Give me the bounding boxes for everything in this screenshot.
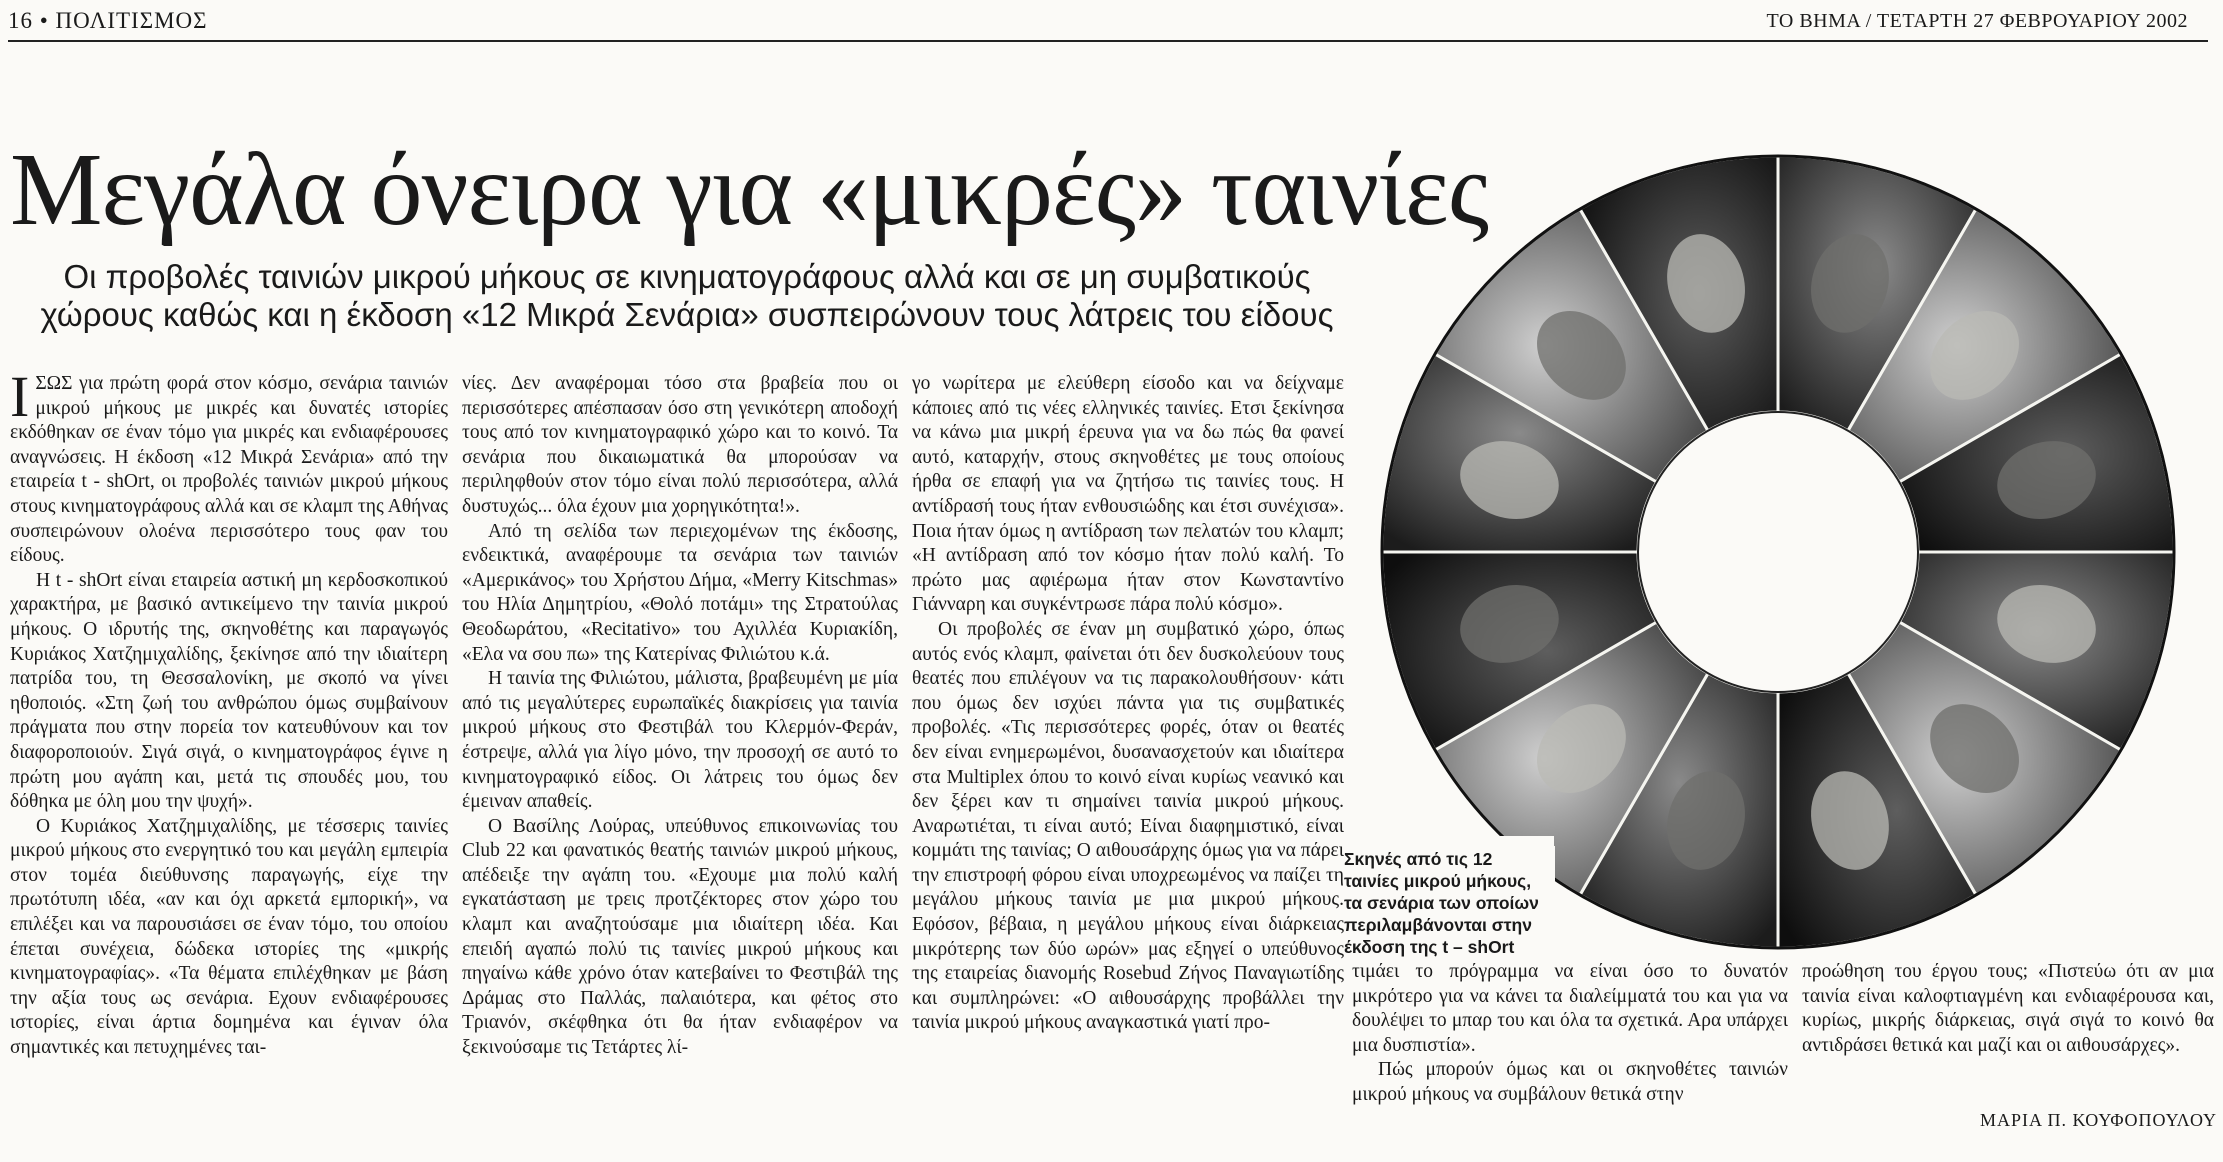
article-column-3 (912, 372, 1344, 1036)
paragraph-text: ΣΩΣ για πρώτη φορά στον κόσμο, σενάρια ταινιών μικρού μήκους με μικρές και δυνατές ιστορίες εκδόθηκαν σε έναν τόμο για μικρές και ενδιαφέρουσες αναγνώσεις. Η έκδοση «12 Μικρά Σενάρια» από την εταιρεία t - shOrt, οι προβολές ταινιών μικρού μήκους στους κινηματογράφους αλλά και σε κλαμπ της Αθήνας συσπειρώνουν ολοένα περισσότερο τους φαν του είδους. (10, 373, 448, 567)
issue-info: ΤΟ ΒΗΜΑ / ΤΕΤΑΡΤΗ 27 ΦΕΒΡΟΥΑΡΙΟΥ 2002 (1766, 10, 2188, 32)
byline: ΜΑΡΙΑ Π. ΚΟΥΦΟΠΟΥΛΟΥ (1980, 1110, 2218, 1130)
paragraph: νίες. Δεν αναφέρομαι τόσο στα βραβεία που οι περισσότερες απέσπασαν όσο στη γενικότερη αποδοχή τους από τον κινηματογραφικό χώρο και το κοινό. Τα σενάρια που δικαιωματικά θα μπορούσαν να περιληφθούν στον τόμο είναι πολύ περισσότερα, αλλά δυστυχώς... όλα έχουν μια χορηγικότητα!». (462, 373, 898, 517)
article-column-2 (462, 372, 898, 1061)
paragraph: Ο Κυριάκος Χατζημιχαλίδης, με τέσσερις ταινίες μικρού μήκους στο ενεργητικό του και μεγάλη εμπειρία στον τομέα διεύθυνσης παραγωγής, είχε την πρωτότυπη ιδέα, «αν και όχι αρκετά εμπορική», να επιλέξει και να παρουσιάσει σε έναν τόμο, του οποίου έπεται συνέχεια, δώδεκα ιστορίες της «μικρής κινηματογραφίας». «Τα θέματα επιλέχθηκαν με βάση την αξία τους ως σενάρια. Εχουν ενδιαφέρουσες ιστορίες, είναι άρτια δομημένα και έγιναν όλα σημαντικές και πετυχημένες ται- (10, 815, 448, 1059)
wheel-hub (1638, 412, 1918, 692)
section-label: 16 • ΠΟΛΙΤΙΣΜΟΣ (8, 8, 208, 33)
paragraph: Η t - shOrt είναι εταιρεία αστική μη κερδοσκοπικού χαρακτήρα, με βασικό αντικείμενο την ταινία μικρού μήκους. Ο ιδρυτής της, σκηνοθέτης και παραγωγός Κυριάκος Χατζημιχαλίδης, ξεκίνησε από την ιδιαίτερη πατρίδα του, τη Θεσσαλονίκη, με σκοπό να γίνει ηθοποιός. «Στη ζωή του ανθρώπου όμως συμβαίνουν πράγματα που στην πορεία τον κατευθύνουν και τον διαφοροποιούν. Σιγά σιγά, ο κινηματογράφος έγινε η πρώτη μου αγάπη και, μετά τις σπουδές μου, του δόθηκα με όλη μου την ψυχή». (10, 569, 448, 813)
paragraph: Οι προβολές σε έναν μη συμβατικό χώρο, όπως αυτός ενός κλαμπ, φαίνεται ότι δεν δυσκολεύουν τους θεατές που επιλέγουν να τις παρακολουθήσουν· κάτι που όμως δεν ισχύει πάντα για τις συμβατικές προβολές. «Τις περισσότερες φορές, όταν οι θεατές δεν είναι ενημερωμένοι, δυσανασχετούν και ιδιαίτερα στα Multiplex όπου το κοινό είναι κυρίως νεανικό και δεν ξέρει καν τι σημαίνει ταινία μικρού μήκους. Αναρωτιέται, τι είναι αυτό; Είναι διαφημιστικό, είναι κομμάτι της ταινίας; Ο αιθουσάρχης όμως για να πάρει την επιστροφή φόρου είναι υποχρεωμένος να παίζει τη μεγάλου μήκους ταινία με μια μικρού μήκους. Εφόσον, βέβαια, η μεγάλου μήκους είναι διάρκειας μικρότερης των δύο ωρών» μας εξηγεί ο υπεύθυνος της εταιρείας διανομής Rosebud Ζήνος Παναγιωτίδης και συμπληρώνει: «Ο αιθουσάρχης προβάλλει την ταινία μικρού μήκους αναγκαστικά γιατί προ- (912, 618, 1344, 1034)
article-column-5 (1802, 960, 2214, 1058)
subhead: Οι προβολές ταινιών μικρού μήκους σε κινηματογράφους αλλά και σε μη συμβατικούς χώρους καθώς και η έκδοση «12 Μικρά Σενάρια» συσπειρώνουν τους λάτρεις του είδους (40, 258, 1334, 333)
paragraph: τιμάει το πρόγραμμα να είναι όσο το δυνατόν μικρότερο για να κάνει τα διαλείμματά του και για να δουλέψει το μπαρ του και όλα τα σχετικά. Αρα υπάρχει μια δυσπιστία». (1352, 961, 1788, 1056)
header-rule (8, 40, 2208, 42)
paragraph: Πώς μπορούν όμως και οι σκηνοθέτες ταινιών μικρού μήκους να συμβάλουν θετικά στην (1352, 1059, 1788, 1105)
paragraph: Η ταινία της Φιλιώτου, μάλιστα, βραβευμένη με μία από τις μεγαλύτερες ευρωπαϊκές διακρίσεις για ταινία μικρού μήκους στο Φεστιβάλ του Κλερμόν-Φεράν, έστρεψε, αλλά για λίγο μόνο, την προσοχή σε αυτό το κινηματογραφικό είδος. Οι λάτρεις του όμως δεν έμειναν απαθείς. (462, 668, 898, 813)
paragraph: Από τη σελίδα των περιεχομένων της έκδοσης, ενδεικτικά, αναφέρουμε τα σενάρια των ταινιών «Αμερικάνος» του Χρήστου Δήμα, «Merry Kitschmas» του Ηλία Δημητρίου, «Θολό ποτάμι» της Στρατούλας Θεοδωράτου, «Recitativo» του Αχιλλέα Κυριακίδη, «Ελα να σου πω» της Κατερίνας Φιλιώτου κ.ά. (462, 520, 898, 665)
paragraph: γο νωρίτερα με ελεύθερη είσοδο και να δείχναμε κάποιες από τις νέες ελληνικές ταινίες. Ετσι ξεκίνησα να κάνω μια μικρή έρευνα για να δω πώς θα φανεί αυτό, καταρχήν, στους σκηνοθέτες με τους οποίους ήρθα σε επαφή για να ζητήσω τις ταινίες τους. Η αντίδρασή τους ήταν ενθουσιώδης και έτσι συνέχισα». Ποια ήταν όμως η αντίδραση των πελατών του κλαμπ; «Η αντίδραση από τον κόσμο ήταν πολύ καλή. Το πρώτο μας αφιέρωμα ήταν στον Κωνσταντίνο Γιάνναρη και συγκέντρωσε πάρα πολύ κόσμο». (912, 373, 1344, 616)
article-column-1 (10, 364, 448, 1061)
headline: Μεγάλα όνειρα για «μικρές» ταινίες (10, 132, 1489, 247)
article-column-4 (1352, 960, 1788, 1108)
paragraph (10, 364, 448, 569)
running-header (8, 4, 2208, 38)
paragraph: Ο Βασίλης Λούρας, υπεύθυνος επικοινωνίας του Club 22 και φανατικός θεατής ταινιών μικρού μήκους, απέδειξε την αγάπη του. «Εχουμε μια πολύ καλή εγκατάσταση με τρεις προτζέκτορες στον χώρο του κλαμπ και αναζητούσαμε μια ιδιαίτερη ιδέα. Και επειδή αγαπώ πολύ τις ταινίες μικρού μήκους και πηγαίνω κάθε χρόνο όταν κατεβαίνει το Φεστιβάλ της Δράμας στο Παλλάς, παλαιότερα, και φέτος στο Τριανόν, σκέφθηκα ότι θα ήταν ενδιαφέρον να ξεκινούσαμε τις Τετάρτες λί- (462, 815, 898, 1059)
photo-caption: Σκηνές από τις 12 ταινίες μικρού μήκους, τα σενάρια των οποίων περιλαμβάνονται στην έκδοση της t – shOrt (1338, 846, 1555, 962)
drop-cap: Ι (10, 364, 30, 429)
paragraph: προώθηση του έργου τους; «Πιστεύω ότι αν μια ταινία είναι καλοφτιαγμένη και ενδιαφέρουσα και, κυρίως, μικρής διάρκειας, σιγά σιγά το κοινό θα αντιδράσει θετικά και μαζί και οι αιθουσάρχες». (1802, 961, 2214, 1056)
